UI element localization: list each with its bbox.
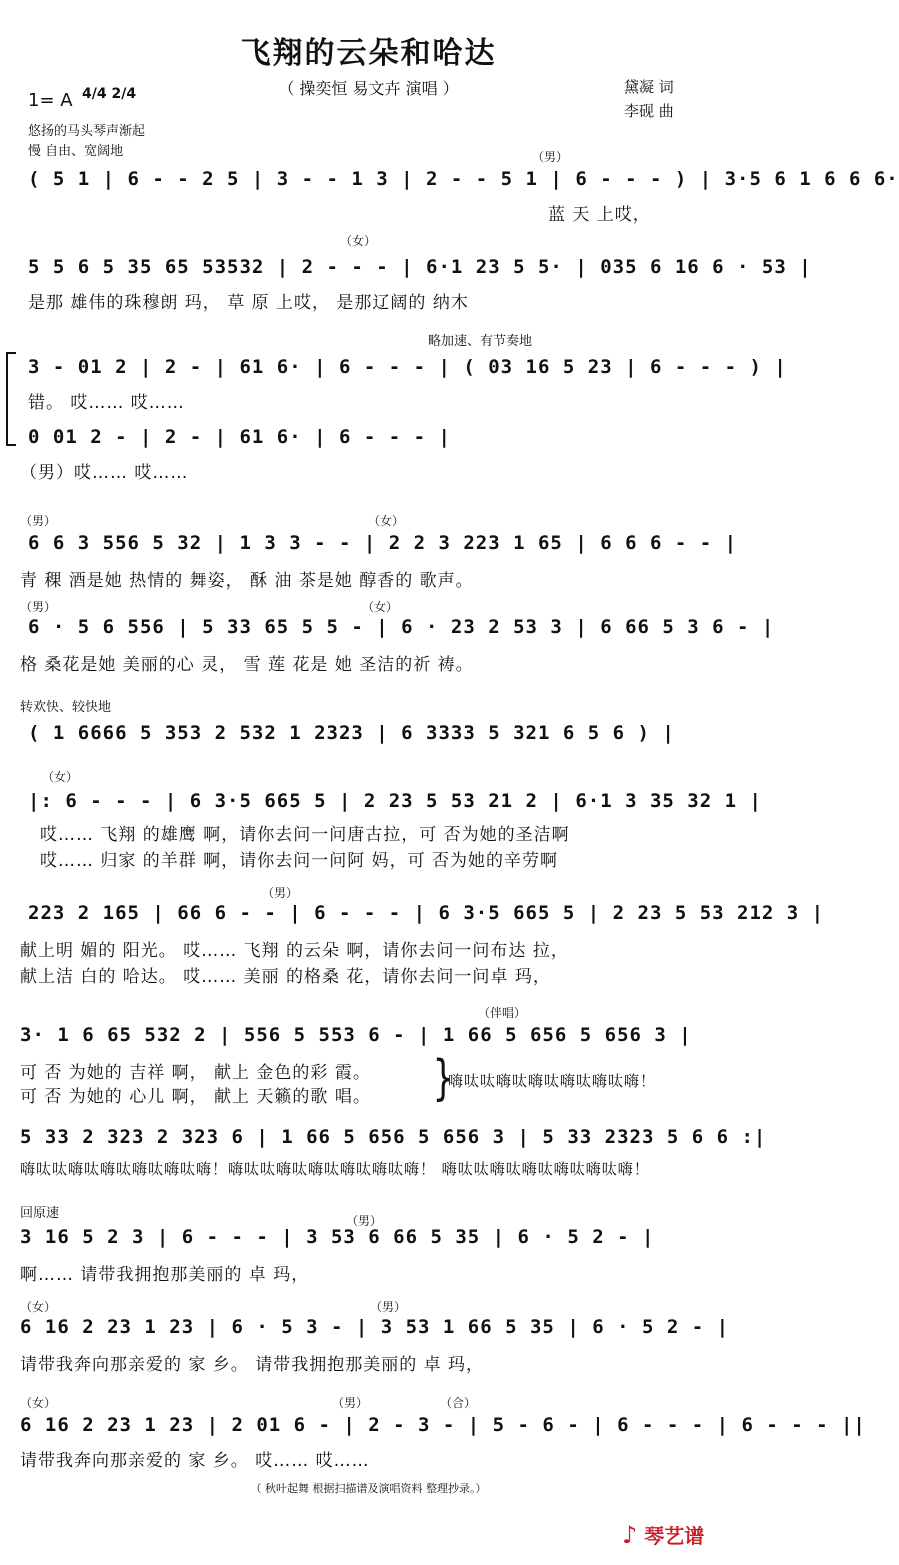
chorus-lyric: 嗨呔呔嗨呔嗨呔嗨呔嗨呔嗨！ [448,1072,657,1090]
composer: 李砚 曲 [624,102,674,120]
part-mark-female-2: （女） [368,514,405,528]
notation-line-12: 3 16 5 2 3 | 6 - - - | 3 53 6 66 5 35 | 6 · 5 2 - | [20,1226,655,1248]
notation-line-5: 6 6 3 556 5 32 | 1 3 3 - - | 2 2 3 223 1 65 | 6 6 6 - - | [28,532,738,554]
lyric-line-9a: 献上明 媚的 阳光。 哎…… 飞翔 的云朵 啊，请你去问一问布达 拉， [20,941,569,961]
notation-line-8: |: 6 - - - | 6 3·5 665 5 | 2 23 5 53 21 2 | 6·1 3 35 32 1 | [28,790,762,812]
part-mark-female-6: （女） [20,1396,57,1410]
logo-text: 琴艺谱 [644,1524,705,1548]
part-mark-together: （合） [440,1396,477,1410]
notation-line-7: ( 1 6666 5 353 2 532 1 2323 | 6 3333 5 321 6 5 6 ) | [28,722,675,744]
part-mark-female-4: （女） [42,770,79,784]
lyric-line-4: （男）哎…… 哎…… [20,463,189,483]
intro-note: 悠扬的马头琴声渐起 [28,124,146,139]
tempo-marking-2: 略加速、有节奏地 [428,334,533,349]
lyric-line-10b: 可 否 为她的 心儿 啊， 献上 天籁的歌 唱。 [20,1087,371,1107]
lyric-line-8a: 哎…… 飞翔 的雄鹰 啊，请你去问一问唐古拉，可 否为她的圣洁啊 [40,825,570,845]
system-brace [6,354,18,444]
part-mark-female: （女） [340,234,377,248]
notation-line-9: 223 2 165 | 66 6 - - | 6 - - - | 6 3·5 665 5 | 2 23 5 53 212 3 | [28,902,825,924]
lyric-line-3: 错。 哎…… 哎…… [28,393,185,413]
part-mark-male-5: （男） [346,1214,383,1228]
lyricist: 黛凝 词 [624,78,674,96]
part-mark-chorus: （伴唱） [478,1006,527,1020]
lyric-line-1: 蓝 天 上哎， [548,205,651,225]
notation-line-13: 6 16 2 23 1 23 | 6 · 5 3 - | 3 53 1 66 5 35 | 6 · 5 2 - | [20,1316,730,1338]
lyric-line-11: 嗨呔呔嗨呔嗨呔嗨呔嗨呔嗨！嗨呔呔嗨呔嗨呔嗨呔嗨呔嗨！ 嗨呔呔嗨呔嗨呔嗨呔嗨呔嗨！ [20,1160,650,1178]
tempo-marking-4: 回原速 [20,1206,60,1221]
notation-line-6: 6 · 5 6 556 | 5 33 65 5 5 - | 6 · 23 2 53 3 | 6 66 5 3 6 - | [28,616,775,638]
part-mark-male-4: （男） [262,886,299,900]
performers: （ 操奕恒 易文卉 演唱 ） [278,79,459,98]
lyric-line-8b: 哎…… 归家 的羊群 啊，请你去问一问阿 妈，可 否为她的辛劳啊 [40,851,559,871]
site-logo [622,1520,704,1549]
lyric-line-13: 请带我奔向那亲爱的 家 乡。 请带我拥抱那美丽的 卓 玛， [20,1355,485,1375]
part-mark-male-7: （男） [332,1396,369,1410]
part-mark-female-3: （女） [362,600,399,614]
lyric-line-12: 啊…… 请带我拥抱那美丽的 卓 玛， [20,1265,310,1285]
tempo-marking-3: 转欢快、较快地 [20,700,112,715]
lyric-line-14: 请带我奔向那亲爱的 家 乡。 哎…… 哎…… [20,1451,370,1471]
time-signature: 4/4 2/4 [82,86,137,102]
part-mark-male-2: （男） [20,514,57,528]
notation-line-2: 5 5 6 5 35 65 53532 | 2 - - - | 6·1 23 5 5· | 035 6 16 6 · 53 | [28,256,812,278]
part-mark-male-6: （男） [370,1300,407,1314]
lyric-line-2: 是那 雄伟的珠穆朗 玛， 草 原 上哎， 是那辽阔的 纳木 [28,293,469,313]
logo-mark-icon: ♪ [622,1521,638,1549]
lyric-brace: } [432,1050,454,1106]
notation-line-1: ( 5 1 | 6 - - 2 5 | 3 - - 1 3 | 2 - - 5 1 | 6 - - - ) | 3·5 6 1 6 6 6· [28,168,899,190]
key-signature: 1= A [28,90,73,111]
notation-line-11: 5 33 2 323 2 323 6 | 1 66 5 656 5 656 3 | 5 33 2323 5 6 6 :| [20,1126,767,1148]
song-title: 飞翔的云朵和哈达 [240,36,497,71]
part-mark-male-3: （男） [20,600,57,614]
part-mark-female-5: （女） [20,1300,57,1314]
notation-line-4: 0 01 2 - | 2 - | 61 6· | 6 - - - | [28,426,451,448]
notation-line-10: 3· 1 6 65 532 2 | 556 5 553 6 - | 1 66 5 656 5 656 3 | [20,1024,692,1046]
tempo-marking-1: 慢 自由、宽阔地 [28,144,124,159]
lyric-line-6: 格 桑花是她 美丽的心 灵， 雪 莲 花是 她 圣洁的祈 祷。 [20,655,474,675]
lyric-line-5: 青 稞 酒是她 热情的 舞姿， 酥 油 茶是她 醇香的 歌声。 [20,571,474,591]
lyric-line-10a: 可 否 为她的 吉祥 啊， 献上 金色的彩 霞。 [20,1063,371,1083]
part-mark-male: （男） [532,150,569,164]
lyric-line-9b: 献上洁 白的 哈达。 哎…… 美丽 的格桑 花，请你去问一问卓 玛， [20,967,551,987]
notation-line-3: 3 - 01 2 | 2 - | 61 6· | 6 - - - | ( 03 16 5 23 | 6 - - - ) | [28,356,787,378]
notation-line-14: 6 16 2 23 1 23 | 2 01 6 - | 2 - 3 - | 5 - 6 - | 6 - - - | 6 - - - || [20,1414,866,1436]
footer-credit: （ 秋叶起舞 根据扫描谱及演唱资料 整理抄录。） [250,1482,487,1495]
